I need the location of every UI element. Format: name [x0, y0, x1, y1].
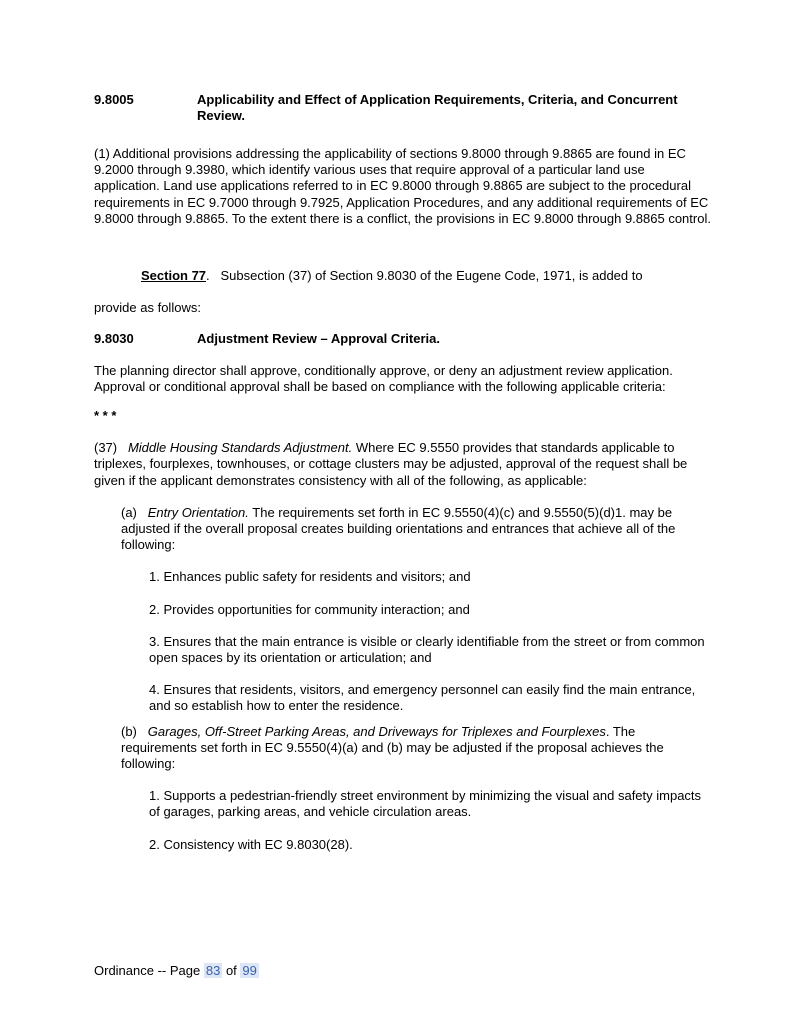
section-title: Applicability and Effect of Application Requirements, Criteria, and Concurrent Review. — [197, 92, 678, 124]
section-number: 9.8005 — [94, 92, 134, 107]
list-item: 1. Enhances public safety for residents and visitors; and — [149, 569, 471, 585]
paragraph-b-number: (b) — [121, 723, 137, 739]
section-77-label: Section 77 — [141, 268, 207, 284]
section-number: 9.8030 — [94, 331, 134, 347]
paragraph-b-text: . The requirements set forth in EC 9.5550(4)(a) and (b) may be adjusted if the proposal achieves the following: — [121, 723, 664, 772]
list-item: 1. Supports a pedestrian-friendly street environment by minimizing the visual and safety impacts of garages, parking areas, and vehicle circulation areas. — [149, 788, 702, 820]
subsection-37-title: Middle Housing Standards Adjustment. — [127, 440, 353, 456]
footer-of: of — [225, 963, 237, 978]
section-77-line — [141, 268, 712, 284]
paragraph-a-number: (a) — [121, 504, 137, 520]
section-title: Adjustment Review – Approval Criteria. — [197, 331, 440, 347]
omission-stars: * * * — [94, 408, 117, 424]
subsection-37-text: Where EC 9.5550 provides that standards applicable to triplexes, fourplexes, townhouses, or cottage clusters may be adjusted, approval of the request shall be given if the applicant demonstrates consistency with all of the following, as applicable: — [94, 440, 688, 488]
list-item: 3. Ensures that the main entrance is visible or clearly identifiable from the street or from common open spaces by its orientation or articulation; and — [149, 633, 705, 666]
section-77-period: . — [206, 268, 210, 284]
total-page-number: 99 — [242, 963, 257, 978]
list-item: 2. Provides opportunities for community interaction; and — [149, 601, 470, 617]
paragraph-a-text: The requirements set forth in EC 9.5550(4)(c) and 9.5550(5)(d)1. may be adjusted if the overall proposal creates building orientations and entrances that achieve all of the following: — [121, 504, 676, 553]
document-page — [94, 92, 712, 853]
paragraph-a-title: Entry Orientation. — [147, 504, 249, 520]
current-page-number: 83 — [205, 963, 221, 978]
section-heading-9-8030 — [94, 331, 712, 347]
section-77-text: Subsection (37) of Section 9.8030 of the Eugene Code, 1971, is added to — [220, 268, 643, 284]
section-heading-9-8005 — [94, 92, 712, 126]
footer-prefix: Ordinance -- Page — [94, 963, 201, 978]
paragraph-1: (1) Additional provisions addressing the applicability of sections 9.8000 through 9.8865 are found in EC 9.2000 through 9.3980, which identify various uses that require approval of a particular land use application. Land use applications referred to in EC 9.8000 through 9.8865 are subject to the procedural requirements in EC 9.7000 through 9.7925, Application Procedures, and any additional requirements of EC 9.8000 through 9.8865. To the extent there is a conflict, the provisions in EC 9.8000 through 9.8865 control. — [94, 146, 711, 226]
paragraph-b-title: Garages, Off-Street Parking Areas, and Driveways for Triplexes and Fourplexes — [147, 723, 606, 739]
list-item: 2. Consistency with EC 9.8030(28). — [149, 836, 353, 852]
list-item: 4. Ensures that residents, visitors, and emergency personnel can easily find the main entrance, and so establish how to enter the residence. — [149, 682, 696, 714]
subsection-37-number: (37) — [94, 440, 118, 456]
section-77-continuation: provide as follows: — [94, 300, 201, 316]
page-footer — [94, 963, 259, 978]
intro-paragraph: The planning director shall approve, conditionally approve, or deny an adjustment review application. Approval or conditional approval shall be based on compliance with the following applicable criteria: — [94, 362, 673, 394]
paragraph-b — [121, 724, 706, 773]
subsection-37 — [94, 440, 712, 489]
paragraph-a — [121, 505, 706, 554]
